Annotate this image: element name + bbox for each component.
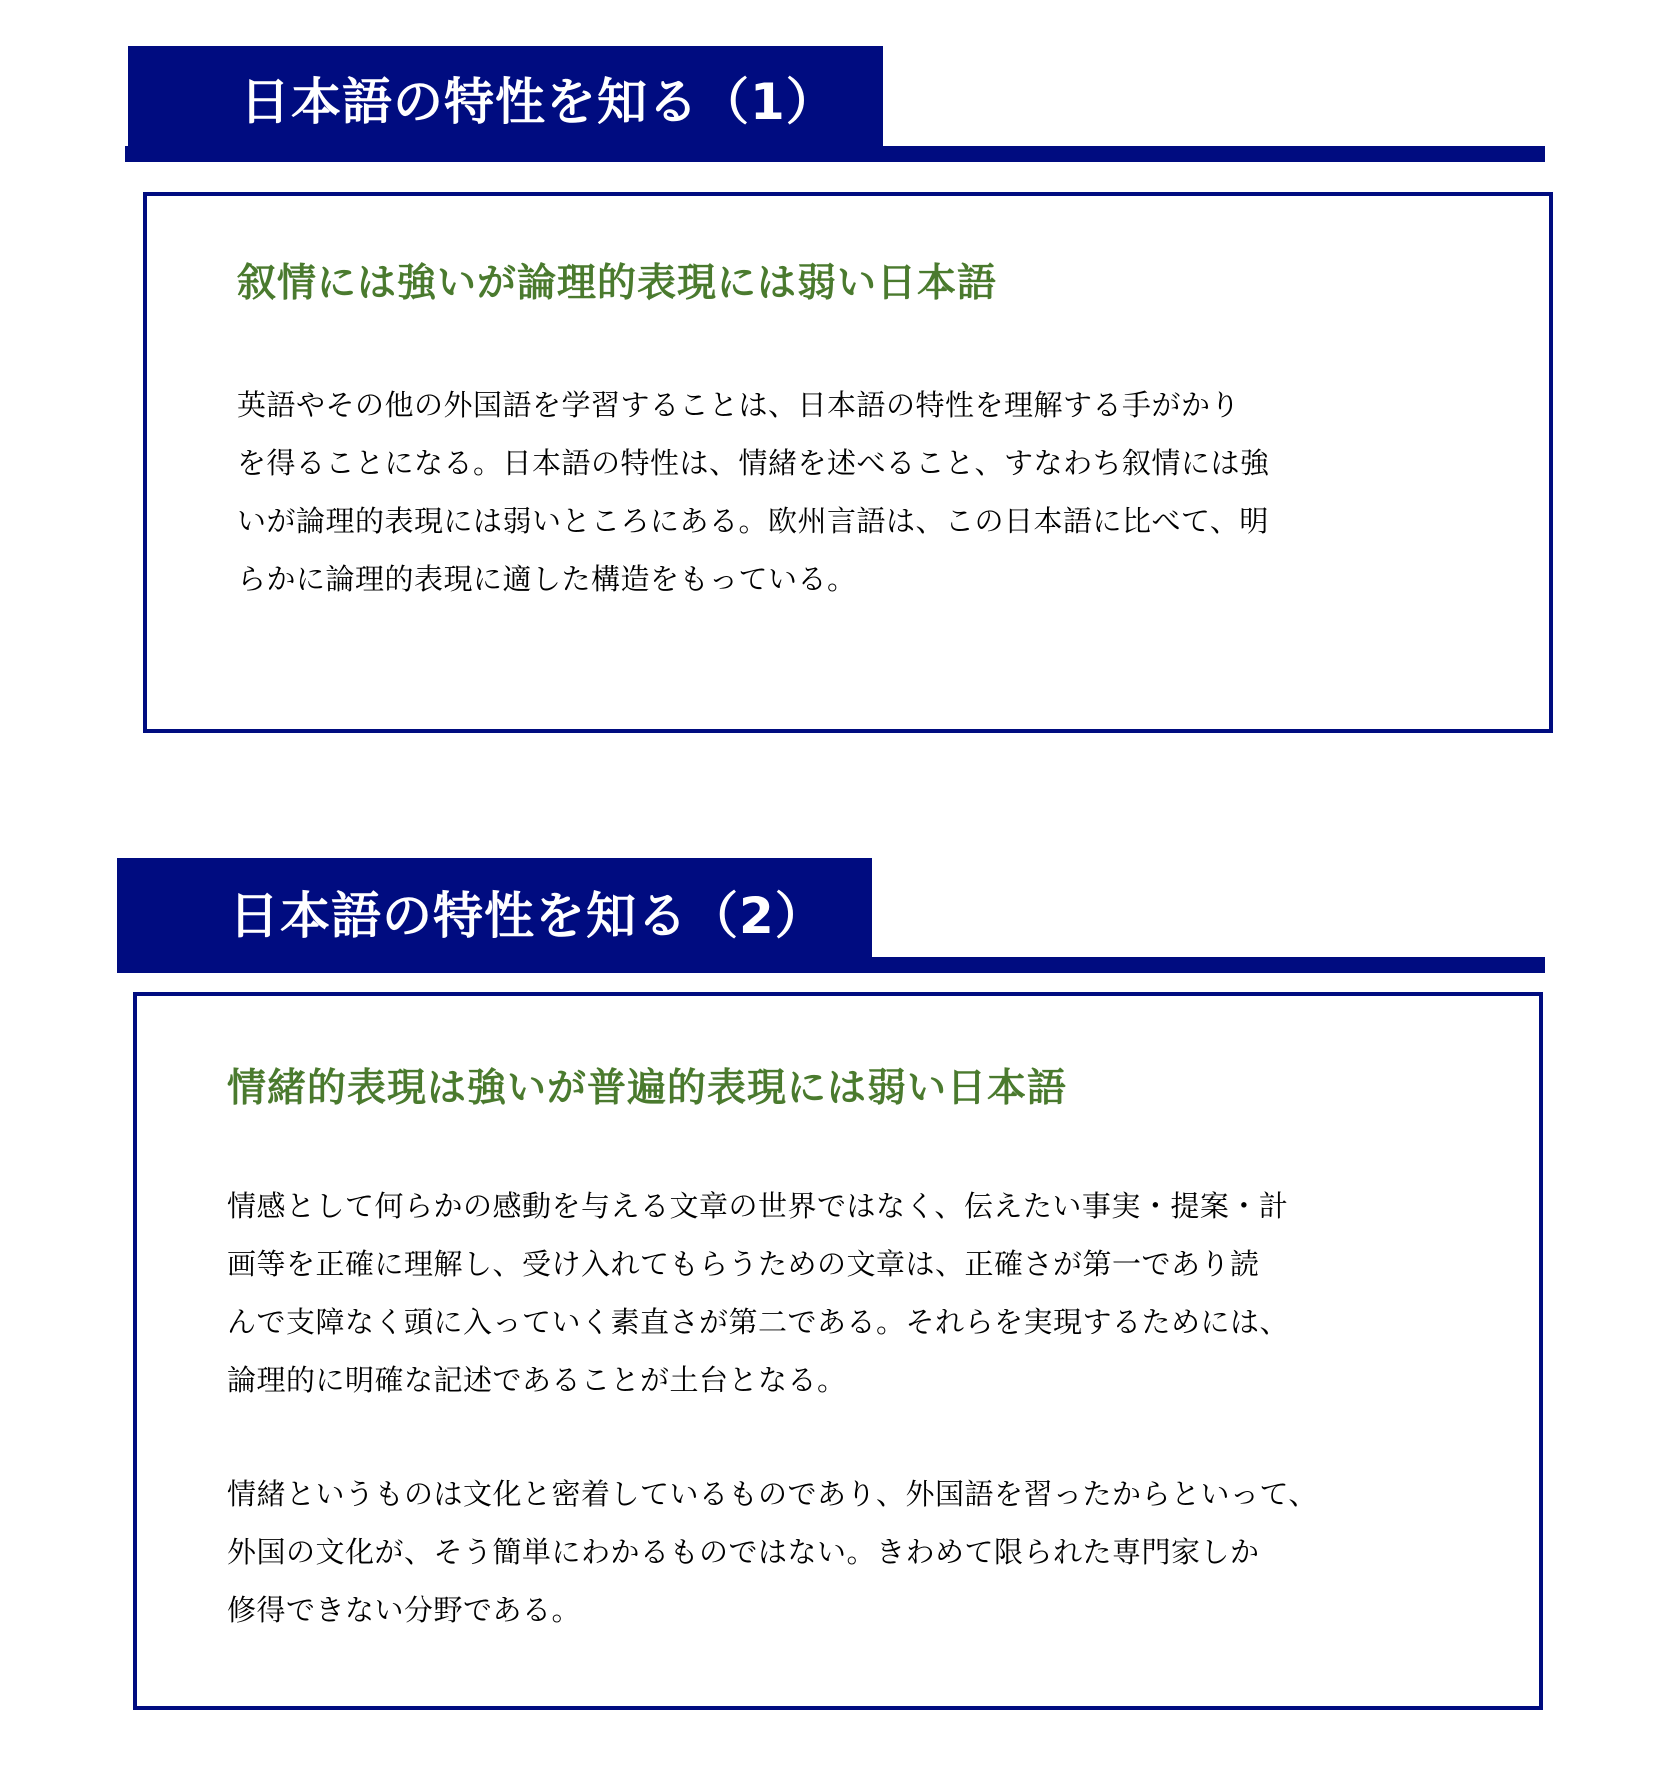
paragraph-line: 外国の文化が、そう簡単にわかるものではない。きわめて限られた専門家しか	[227, 1535, 1260, 1569]
section-1-heading-tab	[128, 46, 883, 158]
section-1-paragraph-1	[237, 376, 1347, 608]
paragraph-line: 情感として何らかの感動を与える文章の世界ではなく、伝えたい事実・提案・計	[227, 1189, 1289, 1223]
section-1-subheading: 叙情には強いが論理的表現には弱い日本語	[237, 261, 998, 306]
paragraph-line: んで支障なく頭に入っていく素直さが第二である。それらを実現するためには、	[227, 1305, 1290, 1339]
paragraph-line: 修得できない分野である。	[227, 1593, 582, 1627]
section-2-heading: 日本語の特性を知る（2）	[229, 886, 826, 945]
section-1-heading-rule	[125, 146, 1545, 162]
section-2-heading-tab	[117, 858, 872, 973]
section-2-paragraph-1	[227, 1177, 1337, 1409]
section-2-subheading: 情緒的表現は強いが普遍的表現には弱い日本語	[227, 1066, 1068, 1111]
paragraph-line: 画等を正確に理解し、受け入れてもらうための文章は、正確さが第一であり読	[227, 1247, 1260, 1281]
paragraph-line: 情緒というものは文化と密着しているものであり、外国語を習ったからといって、	[227, 1477, 1318, 1511]
section-2-paragraph-2	[227, 1465, 1337, 1639]
paragraph-line: らかに論理的表現に適した構造をもっている。	[237, 562, 857, 596]
section-2-content-box	[133, 992, 1543, 1710]
paragraph-line: 英語やその他の外国語を学習することは、日本語の特性を理解する手がかり	[237, 388, 1241, 422]
section-2-heading-rule	[870, 957, 1545, 973]
section-1-heading: 日本語の特性を知る（1）	[240, 73, 837, 131]
paragraph-line: を得ることになる。日本語の特性は、情緒を述べること、すなわち叙情には強	[237, 446, 1270, 480]
section-1-content-box	[143, 192, 1553, 733]
paragraph-line: 論理的に明確な記述であることが土台となる。	[227, 1363, 847, 1397]
paragraph-line: いが論理的表現には弱いところにある。欧州言語は、この日本語に比べて、明	[237, 504, 1269, 538]
